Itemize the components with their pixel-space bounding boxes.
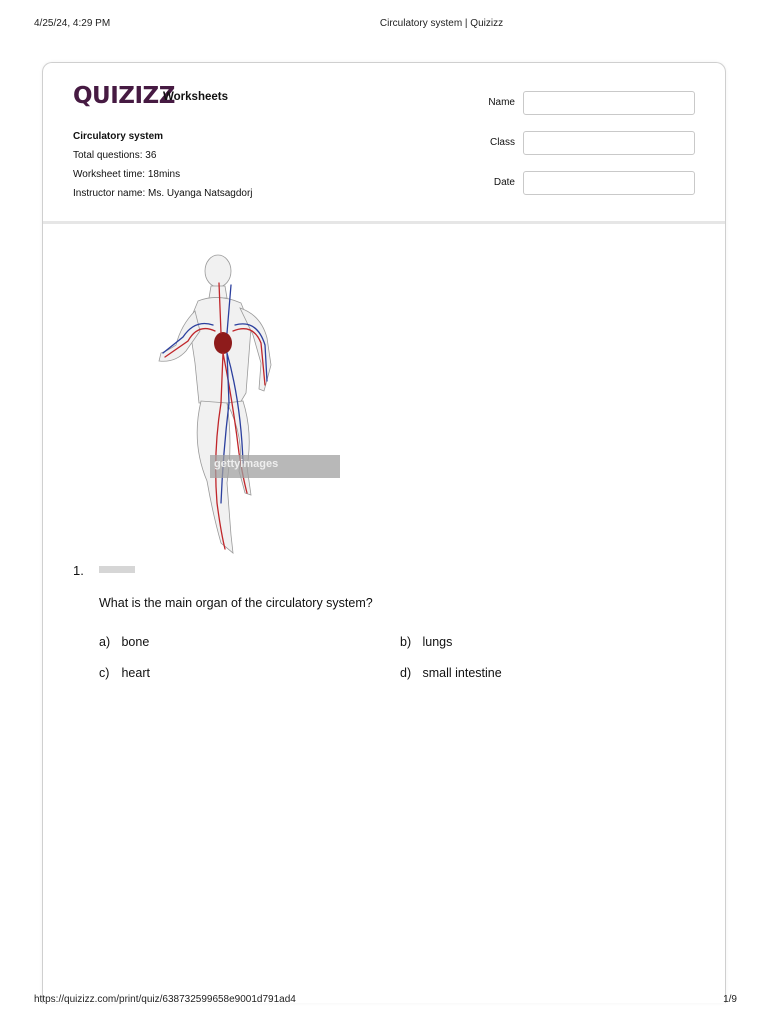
option-b-text: lungs (422, 635, 453, 649)
class-field (473, 131, 695, 155)
worksheet-header (43, 63, 725, 224)
circulatory-system-figure (143, 253, 343, 573)
option-c-letter: c) (99, 666, 110, 680)
worksheet-card (42, 62, 726, 1003)
name-input[interactable] (523, 91, 695, 115)
instructor-name: Instructor name: Ms. Uyanga Natsagdorj (73, 188, 253, 199)
option-b[interactable] (400, 635, 452, 649)
logo-wordmark: QUIZIZZ (73, 83, 175, 109)
print-datetime: 4/25/24, 4:29 PM (34, 18, 111, 29)
name-field (473, 91, 695, 115)
option-d-text: small intestine (422, 666, 502, 680)
name-label: Name (488, 97, 515, 108)
date-field (473, 171, 695, 195)
option-a-text: bone (121, 635, 150, 649)
worksheet-time: Worksheet time: 18mins (73, 169, 181, 180)
print-url[interactable]: https://quizizz.com/print/quiz/638732599658e9001d791ad4 (34, 994, 296, 1005)
question-number: 1. (73, 563, 84, 578)
option-d[interactable] (400, 666, 502, 680)
logo-product-label: Worksheets (163, 91, 228, 103)
date-label: Date (493, 177, 515, 188)
option-a-letter: a) (99, 635, 111, 649)
option-d-letter: d) (400, 666, 412, 680)
print-header (0, 18, 768, 32)
image-credit-chip (99, 566, 135, 573)
quizizz-logo (73, 83, 228, 113)
option-b-letter: b) (400, 635, 412, 649)
option-c-text: heart (121, 666, 150, 680)
class-label: Class (489, 137, 515, 148)
option-a[interactable] (99, 635, 149, 649)
watermark-text: gettyimages (214, 458, 279, 470)
question-text: What is the main organ of the circulatory system? (99, 596, 373, 610)
print-page-title: Circulatory system | Quizizz (379, 18, 504, 29)
gettyimages-watermark (210, 455, 340, 478)
page-number: 1/9 (723, 994, 737, 1005)
total-questions: Total questions: 36 (73, 150, 157, 161)
worksheet-meta (73, 127, 253, 203)
date-input[interactable] (523, 171, 695, 195)
class-input[interactable] (523, 131, 695, 155)
option-c[interactable] (99, 666, 150, 680)
worksheet-title: Circulatory system (73, 131, 164, 142)
